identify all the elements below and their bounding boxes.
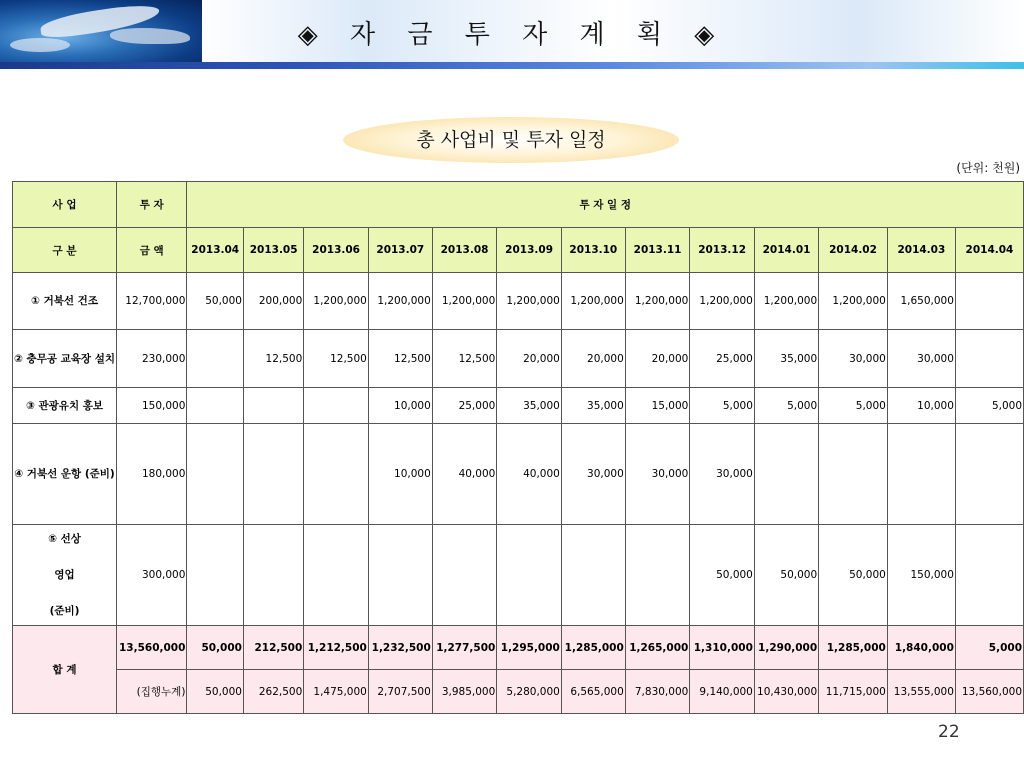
total-value: 5,000 — [955, 626, 1023, 670]
row-category-line: ⑤ 선상 — [48, 533, 81, 545]
header-month: 2014.04 — [955, 228, 1023, 273]
cumulative-value: 2,707,500 — [368, 670, 432, 714]
row-value — [819, 424, 888, 525]
row-value — [754, 424, 818, 525]
header-category-top: 사 업 — [13, 182, 117, 228]
harbor-photo — [0, 0, 202, 62]
total-amount: 13,560,000 — [117, 626, 187, 670]
row-value — [561, 525, 625, 626]
section-subtitle: 총 사업비 및 투자 일정 — [343, 117, 679, 163]
table-row — [13, 424, 1024, 525]
row-value: 30,000 — [561, 424, 625, 525]
row-value — [187, 330, 244, 388]
header-month: 2013.06 — [304, 228, 369, 273]
cumulative-value: 13,560,000 — [955, 670, 1023, 714]
row-value: 50,000 — [690, 525, 755, 626]
row-value: 1,200,000 — [432, 273, 497, 330]
row-value: 20,000 — [625, 330, 690, 388]
total-value: 1,277,500 — [432, 626, 497, 670]
row-value — [304, 388, 369, 424]
cumulative-label: (집행누계) — [117, 670, 187, 714]
row-value: 50,000 — [819, 525, 888, 626]
row-value: 200,000 — [243, 273, 303, 330]
header-schedule: 투 자 일 정 — [187, 182, 1024, 228]
row-value — [955, 330, 1023, 388]
row-value: 1,200,000 — [625, 273, 690, 330]
row-value — [187, 388, 244, 424]
row-value: 1,200,000 — [561, 273, 625, 330]
row-value — [243, 525, 303, 626]
row-value — [497, 525, 562, 626]
header-amount-top: 투 자 — [117, 182, 187, 228]
row-value: 150,000 — [887, 525, 955, 626]
row-value — [187, 424, 244, 525]
row-value: 40,000 — [497, 424, 562, 525]
row-amount: 12,700,000 — [117, 273, 187, 330]
row-value: 20,000 — [497, 330, 562, 388]
row-amount: 180,000 — [117, 424, 187, 525]
cumulative-value: 262,500 — [243, 670, 303, 714]
row-value — [887, 424, 955, 525]
table-row — [13, 330, 1024, 388]
header-month: 2013.05 — [243, 228, 303, 273]
row-value: 30,000 — [887, 330, 955, 388]
row-value: 1,200,000 — [304, 273, 369, 330]
header-month: 2013.09 — [497, 228, 562, 273]
table-row — [13, 388, 1024, 424]
total-value: 1,295,000 — [497, 626, 562, 670]
total-value: 1,840,000 — [887, 626, 955, 670]
row-value — [243, 424, 303, 525]
total-value: 50,000 — [187, 626, 244, 670]
row-amount: 300,000 — [117, 525, 187, 626]
row-value: 1,200,000 — [819, 273, 888, 330]
row-category: ② 충무공 교육장 설치 — [13, 330, 117, 388]
row-value — [955, 424, 1023, 525]
row-value: 5,000 — [754, 388, 818, 424]
row-value — [187, 525, 244, 626]
header-month: 2013.12 — [690, 228, 755, 273]
total-label: 합 계 — [13, 626, 117, 714]
row-value: 10,000 — [368, 388, 432, 424]
row-amount: 230,000 — [117, 330, 187, 388]
row-amount: 150,000 — [117, 388, 187, 424]
row-value — [955, 525, 1023, 626]
row-category — [13, 525, 117, 626]
header-month: 2013.04 — [187, 228, 244, 273]
row-value: 10,000 — [368, 424, 432, 525]
row-value: 30,000 — [819, 330, 888, 388]
total-value: 1,212,500 — [304, 626, 369, 670]
row-value — [368, 525, 432, 626]
row-value — [955, 273, 1023, 330]
total-value: 1,265,000 — [625, 626, 690, 670]
row-value: 35,000 — [497, 388, 562, 424]
row-value — [432, 525, 497, 626]
page-title: ◈ 자 금 투 자 계 획 ◈ — [297, 20, 727, 50]
row-value — [625, 525, 690, 626]
cumulative-value: 10,430,000 — [754, 670, 818, 714]
total-value: 1,310,000 — [690, 626, 755, 670]
page-number: 22 — [938, 722, 960, 742]
row-value: 5,000 — [955, 388, 1023, 424]
row-value: 12,500 — [304, 330, 369, 388]
table-row — [13, 273, 1024, 330]
header-month: 2013.10 — [561, 228, 625, 273]
row-value: 1,200,000 — [690, 273, 755, 330]
row-value: 25,000 — [690, 330, 755, 388]
total-value: 1,232,500 — [368, 626, 432, 670]
row-value: 1,650,000 — [887, 273, 955, 330]
header-month: 2013.07 — [368, 228, 432, 273]
row-value: 5,000 — [690, 388, 755, 424]
row-value: 20,000 — [561, 330, 625, 388]
total-value: 1,285,000 — [819, 626, 888, 670]
row-value: 35,000 — [754, 330, 818, 388]
cumulative-value: 1,475,000 — [304, 670, 369, 714]
cumulative-row — [13, 670, 1024, 714]
header-month: 2013.08 — [432, 228, 497, 273]
row-value: 30,000 — [690, 424, 755, 525]
row-value — [304, 424, 369, 525]
cumulative-value: 50,000 — [187, 670, 244, 714]
row-value: 35,000 — [561, 388, 625, 424]
row-value: 12,500 — [368, 330, 432, 388]
header-month: 2013.11 — [625, 228, 690, 273]
cumulative-value: 9,140,000 — [690, 670, 755, 714]
cumulative-value: 11,715,000 — [819, 670, 888, 714]
table-row — [13, 525, 1024, 626]
header-category-bottom: 구 분 — [13, 228, 117, 273]
total-value: 1,290,000 — [754, 626, 818, 670]
row-value: 50,000 — [187, 273, 244, 330]
header-month: 2014.01 — [754, 228, 818, 273]
row-value — [304, 525, 369, 626]
cumulative-value: 13,555,000 — [887, 670, 955, 714]
row-value: 50,000 — [754, 525, 818, 626]
row-value: 1,200,000 — [754, 273, 818, 330]
header-month: 2014.02 — [819, 228, 888, 273]
row-value: 40,000 — [432, 424, 497, 525]
row-value: 30,000 — [625, 424, 690, 525]
row-value: 5,000 — [819, 388, 888, 424]
row-category-line: (준비) — [49, 605, 80, 617]
unit-label: (단위: 천원) — [956, 161, 1020, 175]
row-value — [243, 388, 303, 424]
total-value: 1,285,000 — [561, 626, 625, 670]
row-value: 10,000 — [887, 388, 955, 424]
header-month: 2014.03 — [887, 228, 955, 273]
row-value: 15,000 — [625, 388, 690, 424]
row-category: ④ 거북선 운항 (준비) — [13, 424, 117, 525]
row-category-line: 영업 — [54, 569, 75, 581]
cumulative-value: 6,565,000 — [561, 670, 625, 714]
title-rule — [0, 62, 1024, 69]
total-value: 212,500 — [243, 626, 303, 670]
cumulative-value: 5,280,000 — [497, 670, 562, 714]
cumulative-value: 3,985,000 — [432, 670, 497, 714]
row-category: ③ 관광유치 홍보 — [13, 388, 117, 424]
row-value: 1,200,000 — [368, 273, 432, 330]
row-value: 25,000 — [432, 388, 497, 424]
total-row — [13, 626, 1024, 670]
row-value: 12,500 — [243, 330, 303, 388]
investment-schedule-table — [12, 181, 1024, 714]
cumulative-value: 7,830,000 — [625, 670, 690, 714]
row-category: ① 거북선 건조 — [13, 273, 117, 330]
row-value: 12,500 — [432, 330, 497, 388]
header — [0, 0, 1024, 70]
row-value: 1,200,000 — [497, 273, 562, 330]
header-amount-bottom: 금 액 — [117, 228, 187, 273]
